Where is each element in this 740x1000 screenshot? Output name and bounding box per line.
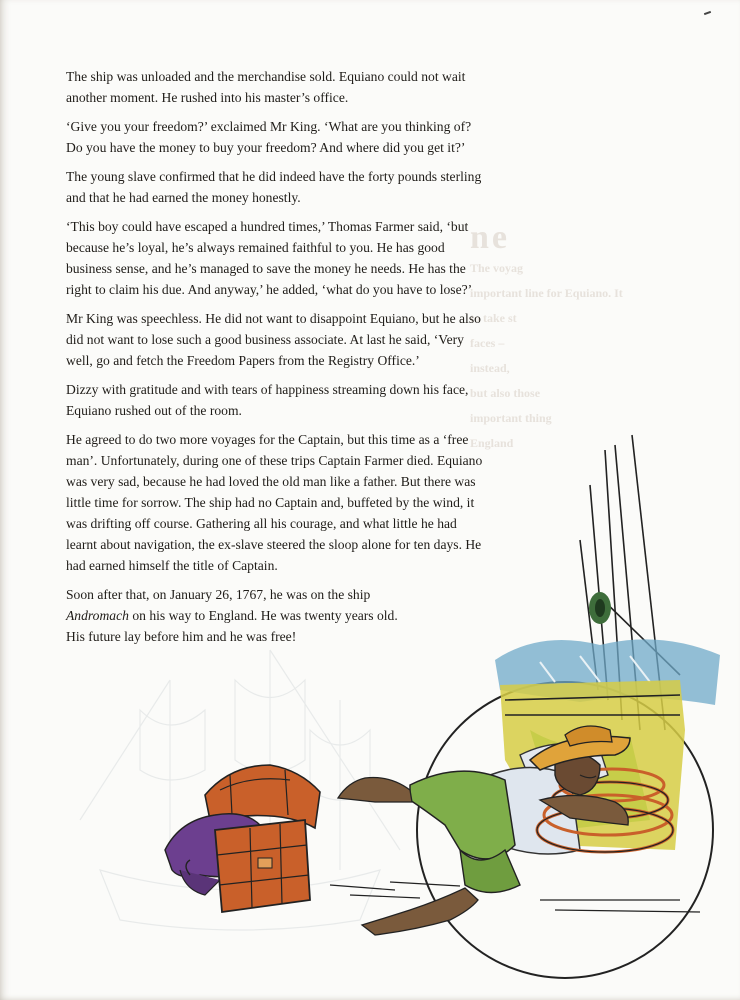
paragraph-3: The young slave confirmed that he did indeed have the forty pounds sterling and that he had earned the money honestly.	[66, 169, 482, 205]
sailor-foot-raised	[338, 778, 412, 803]
paragraph-4: ‘This boy could have escaped a hundred times,’ Thomas Farmer said, ‘but because he’s loyal, he’s always remained faithful to you. He has good business sense, and he’s managed to save the money he needs. He has the right to claim his due. And anyway,’ he added, ‘what do you have to lose?’	[66, 219, 473, 297]
paragraph-1: The ship was unloaded and the merchandise sold. Equiano could not wait another moment. He rushed into his master’s office.	[66, 69, 466, 105]
sailor-foot-lower	[362, 888, 478, 935]
reverse-page-show-through: ne The voyag important line for Equiano. It to take st faces – instead, but also those important thing England	[470, 225, 623, 450]
paragraph-8-end: on his way to England. He was twenty years old. His future lay before him and he was free!	[66, 608, 398, 644]
paragraph-6: Dizzy with gratitude and with tears of happiness streaming down his face, Equiano rushed out of the room.	[66, 382, 469, 418]
ship-name: Andromach	[66, 608, 129, 623]
paragraph-2: ‘Give you your freedom?’ exclaimed Mr King. ‘What are you thinking of? Do you have the money to buy your freedom? And where did you get it?’	[66, 119, 472, 155]
paragraph-5: Mr King was speechless. He did not want to disappoint Equiano, but he also did not want to lose such a good business associate. At last he said, ‘Very well, go and fetch the Freedom Papers from the Registry Office.’	[66, 311, 481, 368]
paragraph-8-start: Soon after that, on January 26, 1767, he was on the ship	[66, 587, 371, 602]
sailor-trousers	[410, 771, 515, 859]
sailor-resting-illustration	[160, 430, 730, 990]
paragraph-7: He agreed to do two more voyages for the Captain, but this time as a ‘free man’. Unfortunately, during one of these trips Captain Farmer died. Equiano was very sad, because he had loved the old man like a father. But there was little time for sorrow. The ship had no Captain and, buffeted by the wind, it was drifting off course. Gathering all his courage, and what little he had learnt about navigation, the ex-slave steered the sloop alone for ten days. He had earned himself the title of Captain.	[66, 432, 483, 573]
pulley-block	[589, 592, 611, 624]
page-corner-mark	[704, 11, 711, 15]
treasure-chest	[165, 765, 320, 912]
